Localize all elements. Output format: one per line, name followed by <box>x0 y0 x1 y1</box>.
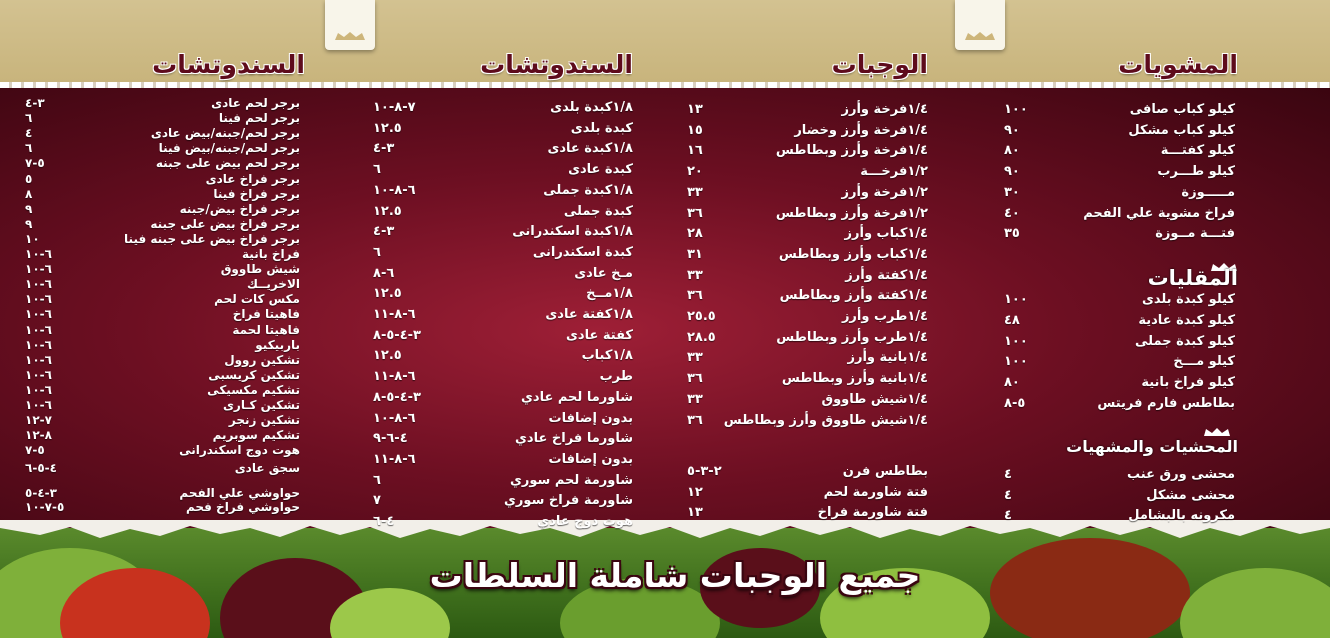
item-price: ٣٠ <box>1004 184 1020 200</box>
item-name: ١/٤كباب وأرز وبطاطس <box>778 246 928 262</box>
item-name: مكس كات لحم <box>214 292 300 307</box>
item-price: ٦-٨-١١ <box>373 307 416 322</box>
item-name: سجق عادى <box>234 461 300 475</box>
item-price: ٤ <box>1004 467 1012 482</box>
tagline: جميع الوجبات شاملة السلطات <box>429 556 921 595</box>
item-price: ٦ <box>25 111 33 126</box>
item-name: طرب <box>599 369 633 385</box>
item-price: ٤ <box>1004 508 1012 523</box>
item-price: ٩ <box>25 216 33 231</box>
item-price: ٦-١٠ <box>25 307 52 322</box>
item-name: كبدة اسكندرانى <box>532 244 633 260</box>
item-name: شاورما لحم عادي <box>520 389 633 405</box>
item-price: ٦ <box>373 162 381 178</box>
item-price: ٥ <box>25 171 33 186</box>
item-price: ١٠ <box>25 231 40 246</box>
item-name: مكرونه بالبشامل <box>1128 508 1235 523</box>
section-title-sandwiches-2: السندوتشات <box>480 50 633 79</box>
item-price: ٣-٤ <box>25 96 45 110</box>
item-name: تشكين كريسبى <box>208 367 300 382</box>
item-price: ٨٠ <box>1004 143 1020 159</box>
item-price: ٥-٧ <box>25 156 45 171</box>
item-price: ٦-٨-١١ <box>373 451 416 467</box>
item-name: محشى ورق عنب <box>1127 467 1235 482</box>
item-price: ٦-١٠ <box>25 382 52 397</box>
item-name: شاورمة لحم سوري <box>510 472 633 488</box>
item-name: كبدة بلدى <box>570 120 633 136</box>
item-price: ٦ <box>25 141 33 156</box>
item-name: بطاطس فارم فريتس <box>1097 396 1235 411</box>
section-title-fried: المقليات <box>1147 266 1238 290</box>
item-name: كيلو مـــخ <box>1173 354 1235 370</box>
item-name: برجر لحم فينا <box>218 111 300 126</box>
item-name: كبدة عادى <box>568 162 633 178</box>
item-price: ٢٠ <box>687 164 703 180</box>
item-price: ٣-٤-٥ <box>25 486 57 500</box>
section-title-meals: الوجبات <box>831 50 928 79</box>
item-name: فتة شاورمة لحم <box>823 484 928 500</box>
item-price: ١٢.٥ <box>373 203 402 219</box>
item-name: كيلو كباب مشكل <box>1128 122 1235 138</box>
item-price: ٦-١٠ <box>25 277 52 292</box>
item-name: ١/٨كباب <box>581 348 633 364</box>
item-name: ١/٤شيش طاووق <box>821 391 928 407</box>
item-price: ٤-٦ <box>373 514 395 529</box>
item-name: ١/٤فرخة وأرز وخضار <box>794 122 928 138</box>
section-title-sandwiches-1: السندوتشات <box>152 50 305 79</box>
item-price: ١٥ <box>687 122 703 138</box>
item-name: تشكين روول <box>224 352 300 367</box>
item-price: ٣١ <box>687 246 703 262</box>
item-name: شاورمة فراخ سوري <box>504 493 633 509</box>
item-name: هوت دوج عادي <box>537 514 633 529</box>
item-name: ١/٤شيش طاووق وأرز وبطاطس <box>723 412 928 428</box>
item-name: ١/٤كفتة وأرز وبطاطس <box>779 288 928 304</box>
item-price: ٢٥.٥ <box>687 309 716 324</box>
item-name: ١/٤كباب وأرز <box>844 226 928 242</box>
item-name: فراخ مشوية علي الفحم <box>1083 205 1235 221</box>
decor-tab-left <box>325 0 375 50</box>
item-price: ١٠٠ <box>1004 292 1028 307</box>
item-name: كيلو كبدة بلدى <box>1141 292 1235 307</box>
item-name: مـخ عادى <box>574 265 633 281</box>
item-name: حواوشي فراخ فحم <box>185 500 300 514</box>
item-price: ٦-١٠ <box>25 398 52 412</box>
item-price: ٣٣ <box>687 267 703 283</box>
item-price: ٣٦ <box>687 205 703 221</box>
item-name: ١/٤كفتة وأرز <box>845 267 928 283</box>
item-price: ٦-٨-١٠ <box>373 182 416 198</box>
item-price: ٦-٨-١٠ <box>373 410 416 426</box>
crown-icon <box>334 31 366 41</box>
item-name: شيش طاووق <box>220 262 300 277</box>
item-name: بطاطس فرن <box>842 464 928 479</box>
item-name: مـــــوزة <box>1181 184 1235 200</box>
item-name: فاهيتا فراخ <box>232 307 300 322</box>
item-name: برجر فراخ بيض على جبنه <box>150 216 300 231</box>
item-name: ١/٤طرب وأرز وبطاطس <box>776 329 928 345</box>
item-price: ١٢.٥ <box>373 348 402 364</box>
item-price: ٣-٤-٥-٨ <box>373 389 421 405</box>
item-price: ٣-٤ <box>373 224 395 240</box>
item-price: ١٢.٥ <box>373 120 402 136</box>
item-name: ١/٤بانية وأرز وبطاطس <box>781 371 928 387</box>
item-name: محشى مشكل <box>1146 487 1235 503</box>
item-name: برجر فراخ بيض/جبنه <box>179 201 300 216</box>
item-price: ٨ <box>25 186 33 201</box>
item-price: ١٢.٥ <box>373 286 402 302</box>
item-name: كيلو فراخ بانية <box>1141 375 1235 391</box>
item-name: حواوشي علي الفحم <box>179 486 300 500</box>
item-price: ٦-١٠ <box>25 292 52 307</box>
item-price: ٤ <box>1004 487 1012 503</box>
item-price: ١٦ <box>687 143 703 159</box>
item-name: برجر لحم بيض على جبنه <box>155 156 300 171</box>
item-name: باربيكيو <box>255 337 300 352</box>
item-name: تشكين زنجر <box>228 413 300 428</box>
item-name: الاخريــك <box>246 277 300 292</box>
item-name: برجر لحم/جبنه/بيض عادى <box>150 126 300 141</box>
item-price: ٦-١٠ <box>25 352 52 367</box>
item-name: شاورما فراخ عادي <box>515 431 633 447</box>
item-name: فاهيتا لحمة <box>232 322 300 337</box>
item-name: برجر فراخ عادى <box>205 171 300 186</box>
item-price: ٦-١٠ <box>25 247 52 261</box>
item-name: تشكيم مكسيكى <box>207 382 300 397</box>
item-name: تشكيم سوبريم <box>212 428 300 443</box>
item-name: ١/٤فرخة وأرز <box>841 102 928 117</box>
item-name: تشكين كـارى <box>222 398 300 412</box>
item-price: ٦ <box>373 244 381 260</box>
item-name: ١/٨كبدة بلدى <box>550 100 633 115</box>
item-price: ١٠٠ <box>1004 333 1028 349</box>
item-name: كبدة جملى <box>563 203 633 219</box>
item-price: ٧-١٢ <box>25 413 52 428</box>
item-price: ٨٠ <box>1004 375 1020 391</box>
item-price: ٥-٨ <box>1004 396 1026 411</box>
item-price: ١٢ <box>687 484 703 500</box>
item-price: ٨-١٢ <box>25 428 52 443</box>
item-name: برجر لحم/جبنه/بيض فينا <box>158 141 300 156</box>
crown-icon <box>1203 427 1231 437</box>
item-name: برجر فراخ بيض على جبنه فينا <box>124 231 300 246</box>
item-name: ١/٢فرخة وأرز <box>841 184 928 200</box>
item-price: ٥-٧-١٠ <box>25 500 65 514</box>
item-price: ١٣ <box>687 102 703 117</box>
item-name: ١/٨كبدة اسكندرانى <box>512 224 633 240</box>
item-name: ١/٢فرخة وأرز وبطاطس <box>775 205 928 221</box>
item-name: فتـــة مــوزة <box>1155 226 1235 242</box>
item-name: ١/٢فرخـــة <box>860 164 928 180</box>
item-name: فراخ بانية <box>242 247 300 261</box>
item-price: ٤٨ <box>1004 312 1020 328</box>
section-title-stuffed: المحشيات والمشهيات <box>1066 437 1238 456</box>
item-price: ٣٣ <box>687 350 703 366</box>
item-price: ٦ <box>373 472 381 488</box>
item-name: ١/٨كبدة جملى <box>543 182 633 198</box>
item-name: ١/٨كبدة عادى <box>547 141 633 157</box>
item-price: ٥-٧ <box>25 443 45 458</box>
item-price: ٢٨.٥ <box>687 329 716 345</box>
item-price: ٢٨ <box>687 226 703 242</box>
item-name: كيلو كبدة جملى <box>1135 333 1235 349</box>
item-price: ٦-١٠ <box>25 262 52 277</box>
item-price: ١٣ <box>687 505 703 520</box>
item-price: ٧ <box>373 493 381 509</box>
item-price: ٧-٨-١٠ <box>373 100 416 115</box>
item-name: برجر فراخ فينا <box>213 186 300 201</box>
item-price: ٩٠ <box>1004 122 1020 138</box>
item-price: ٦-٨ <box>373 265 395 281</box>
crown-icon <box>964 31 996 41</box>
item-name: كيلو طـــرب <box>1157 164 1235 180</box>
item-name: بدون إضافات <box>548 410 633 426</box>
item-price: ٤٠ <box>1004 205 1020 221</box>
item-price: ٣٦ <box>687 288 703 304</box>
item-name: ١/٨كفتة عادى <box>545 307 633 322</box>
item-price: ٣٣ <box>687 391 703 407</box>
item-price: ٣-٤ <box>373 141 395 157</box>
item-price: ٤-٦-٩ <box>373 431 408 447</box>
item-name: ١/٨مــخ <box>586 286 633 302</box>
item-price: ٦-١٠ <box>25 322 52 337</box>
item-price: ٣٦ <box>687 412 703 428</box>
item-name: كيلو كبدة عادية <box>1138 312 1235 328</box>
item-price: ٣-٤-٥-٨ <box>373 327 421 343</box>
item-name: كفتة عادى <box>566 327 633 343</box>
item-name: ١/٤بانية وأرز <box>847 350 928 366</box>
item-price: ٢-٣-٥ <box>687 464 722 479</box>
item-name: هوت دوج اسكندرانى <box>179 443 300 458</box>
item-name: ١/٤فرخة وأرز وبطاطس <box>775 143 928 159</box>
item-name: فتة شاورمة فراخ <box>817 505 928 520</box>
item-price: ٣٣ <box>687 184 703 200</box>
item-name: بدون إضافات <box>548 451 633 467</box>
item-price: ٦-١٠ <box>25 337 52 352</box>
item-price: ٣٦ <box>687 371 703 387</box>
item-name: برجر لحم عادى <box>211 96 300 110</box>
item-price: ١٠٠ <box>1004 354 1028 370</box>
item-name: ١/٤طرب وأرز <box>841 309 928 324</box>
section-title-grills: المشويات <box>1118 50 1238 79</box>
item-name: كيلو كباب صافى <box>1129 102 1235 117</box>
item-price: ٣٥ <box>1004 226 1020 242</box>
item-name: كيلو كفتـــة <box>1160 143 1235 159</box>
item-price: ٦-١٠ <box>25 367 52 382</box>
item-price: ٦-٨-١١ <box>373 369 416 385</box>
item-price: ١٠٠ <box>1004 102 1028 117</box>
decor-tab-right <box>955 0 1005 50</box>
item-price: ٩٠ <box>1004 164 1020 180</box>
item-price: ٩ <box>25 201 33 216</box>
item-price: ٤-٥-٦ <box>25 461 57 475</box>
item-price: ٤ <box>25 126 33 141</box>
